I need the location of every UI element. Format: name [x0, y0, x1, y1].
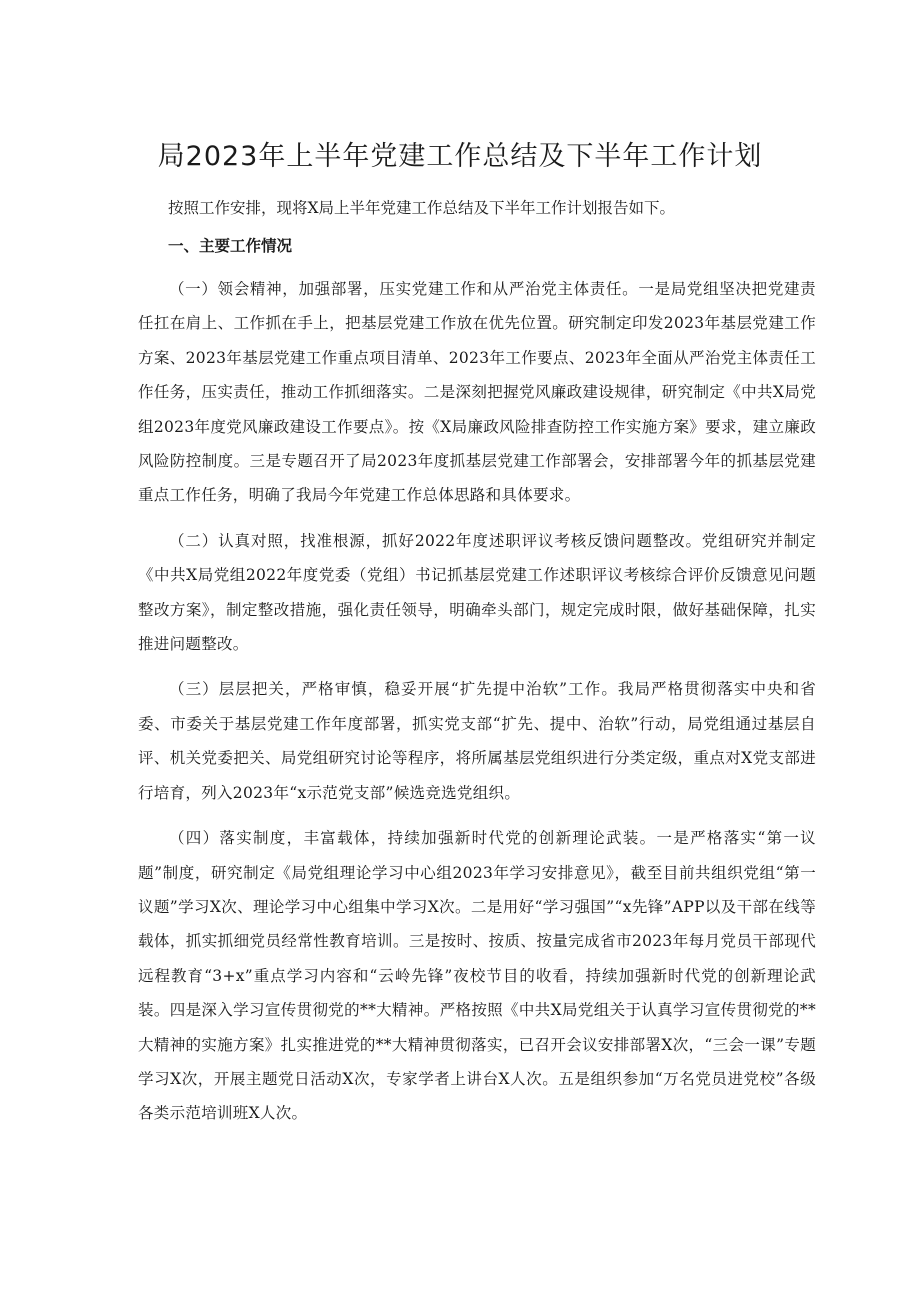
intro-paragraph: 按照工作安排，现将X局上半年党建工作总结及下半年工作计划报告如下。 [168, 199, 676, 217]
section-heading: 一、主要工作情况 [168, 237, 293, 255]
document-title: 局2023年上半年党建工作总结及下半年工作计划 [157, 141, 763, 173]
paragraph-3: （三）层层把关，严格审慎，稳妥开展“扩先提中治软”工作。我局严格贯彻落实中央和省委、市委关于基层党建工作年度部署，抓实党支部“扩先、提中、治软”行动，局党组通过基层自评、机关党委把关、局党组研究讨论等程序，将所属基层党组织进行分类定级，重点对X党支部进行培育，列入2023年“x示范党支部”候选竞选党组织。 [138, 680, 816, 802]
paragraph-1: （一）领会精神，加强部署，压实党建工作和从严治党主体责任。一是局党组坚决把党建责任扛在肩上、工作抓在手上，把基层党建工作放在优先位置。研究制定印发2023年基层党建工作方案、2023年基层党建工作重点项目清单、2023年工作要点、2023年全面从严治党主体责任工作任务，压实责任，推动工作抓细落实。二是深刻把握党风廉政建设规律，研究制定《中共X局党组2023年度党风廉政建设工作要点》。按《X局廉政风险排查防控工作实施方案》要求，建立廉政风险防控制度。三是专题召开了局2023年度抓基层党建工作部署会，安排部署今年的抓基层党建重点工作任务，明确了我局今年党建工作总体思路和具体要求。 [138, 280, 816, 505]
paragraph-2: （二）认真对照，找准根源，抓好2022年度述职评议考核反馈问题整改。党组研究并制定《中共X局党组2022年度党委（党组）书记抓基层党建工作述职评议考核综合评价反馈意见问题整改方案》，制定整改措施，强化责任领导，明确牵头部门，规定完成时限，做好基础保障，扎实推进问题整改。 [138, 531, 816, 654]
paragraph-list [138, 272, 816, 1142]
paragraph-4: （四）落实制度，丰富载体，持续加强新时代党的创新理论武装。一是严格落实“第一议题”制度，研究制定《局党组理论学习中心组2023年学习安排意见》，截至目前共组织党组“第一议题”学习X次、理论学习中心组集中学习X次。二是用好“学习强国”“x先锋”APP以及干部在线等载体，抓实抓细党员经常性教育培训。三是按时、按质、按量完成省市2023年每月党员干部现代远程教育“3+x”重点学习内容和“云岭先锋”夜校节目的收看，持续加强新时代党的创新理论武装。四是深入学习宣传贯彻党的**大精神。严格按照《中共X局党组关于认真学习宣传贯彻党的**大精神的实施方案》扎实推进党的**大精神贯彻落实，已召开会议安排部署X次，“三会一课”专题学习X次，开展主题党日活动X次，专家学者上讲台X人次。五是组织参加“万名党员进党校”各级各类示范培训班X人次。 [138, 829, 816, 1123]
